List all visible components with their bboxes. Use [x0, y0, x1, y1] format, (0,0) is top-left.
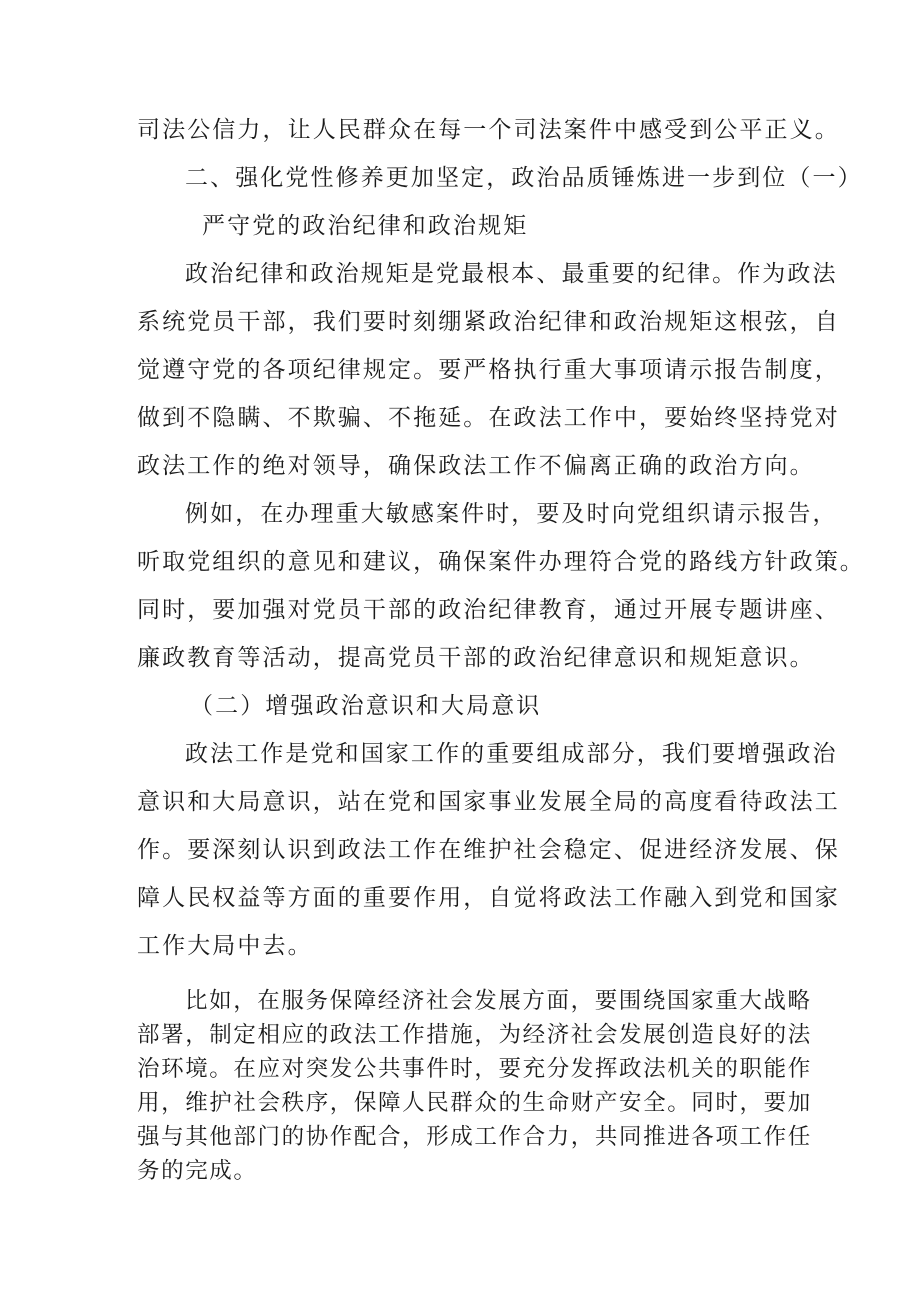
- text-line: 比如，在服务保障经济社会发展方面，要围绕国家重大战略: [185, 988, 812, 1014]
- text-line: 同时，要加强对党员干部的政治纪律教育，通过开展专题讲座、: [137, 597, 840, 623]
- text-line: 政法工作是党和国家工作的重要组成部分，我们要增强政治: [185, 741, 838, 767]
- text-line: 司法公信力，让人民群众在每一个司法案件中感受到公平正义。: [137, 117, 840, 143]
- text-line: 系统党员干部，我们要时刻绷紧政治纪律和政治规矩这根弦，自: [137, 309, 840, 335]
- text-line: 用，维护社会秩序，保障人民群众的生命财产安全。同时，要加: [137, 1090, 812, 1116]
- text-line: 政治纪律和政治规矩是党最根本、最重要的纪律。作为政法: [185, 261, 838, 287]
- section-heading: 二、强化党性修养更加坚定，政治品质锤炼进一步到位（一）: [185, 165, 863, 191]
- text-line: 意识和大局意识，站在党和国家事业发展全局的高度看待政法工: [137, 789, 840, 815]
- text-line: 务的完成。: [137, 1158, 258, 1184]
- text-line: 觉遵守党的各项纪律规定。要严格执行重大事项请示报告制度，: [137, 357, 840, 383]
- subsection-heading: （二）增强政治意识和大局意识: [190, 693, 542, 719]
- text-line: 强与其他部门的协作配合，形成工作合力，共同推进各项工作任: [137, 1124, 812, 1150]
- text-line: 做到不隐瞒、不欺骗、不拖延。在政法工作中，要始终坚持党对: [137, 405, 840, 431]
- text-line: 工作大局中去。: [137, 933, 313, 959]
- text-line: 廉政教育等活动，提高党员干部的政治纪律意识和规矩意识。: [137, 645, 815, 671]
- text-line: 治环境。在应对突发公共事件时，要充分发挥政法机关的职能作: [137, 1056, 812, 1082]
- text-line: 作。要深刻认识到政法工作在维护社会稳定、促进经济发展、保: [137, 837, 840, 863]
- text-line: 部署，制定相应的政法工作措施，为经济社会发展创造良好的法: [137, 1022, 812, 1048]
- text-line: 例如，在办理重大敏感案件时，要及时向党组织请示报告，: [185, 501, 838, 527]
- subsection-heading: 严守党的政治纪律和政治规矩: [202, 213, 529, 239]
- text-line: 听取党组织的意见和建议，确保案件办理符合党的路线方针政策。: [137, 549, 865, 575]
- text-line: 障人民权益等方面的重要作用，自觉将政法工作融入到党和国家: [137, 885, 840, 911]
- text-line: 政法工作的绝对领导，确保政法工作不偏离正确的政治方向。: [137, 453, 815, 479]
